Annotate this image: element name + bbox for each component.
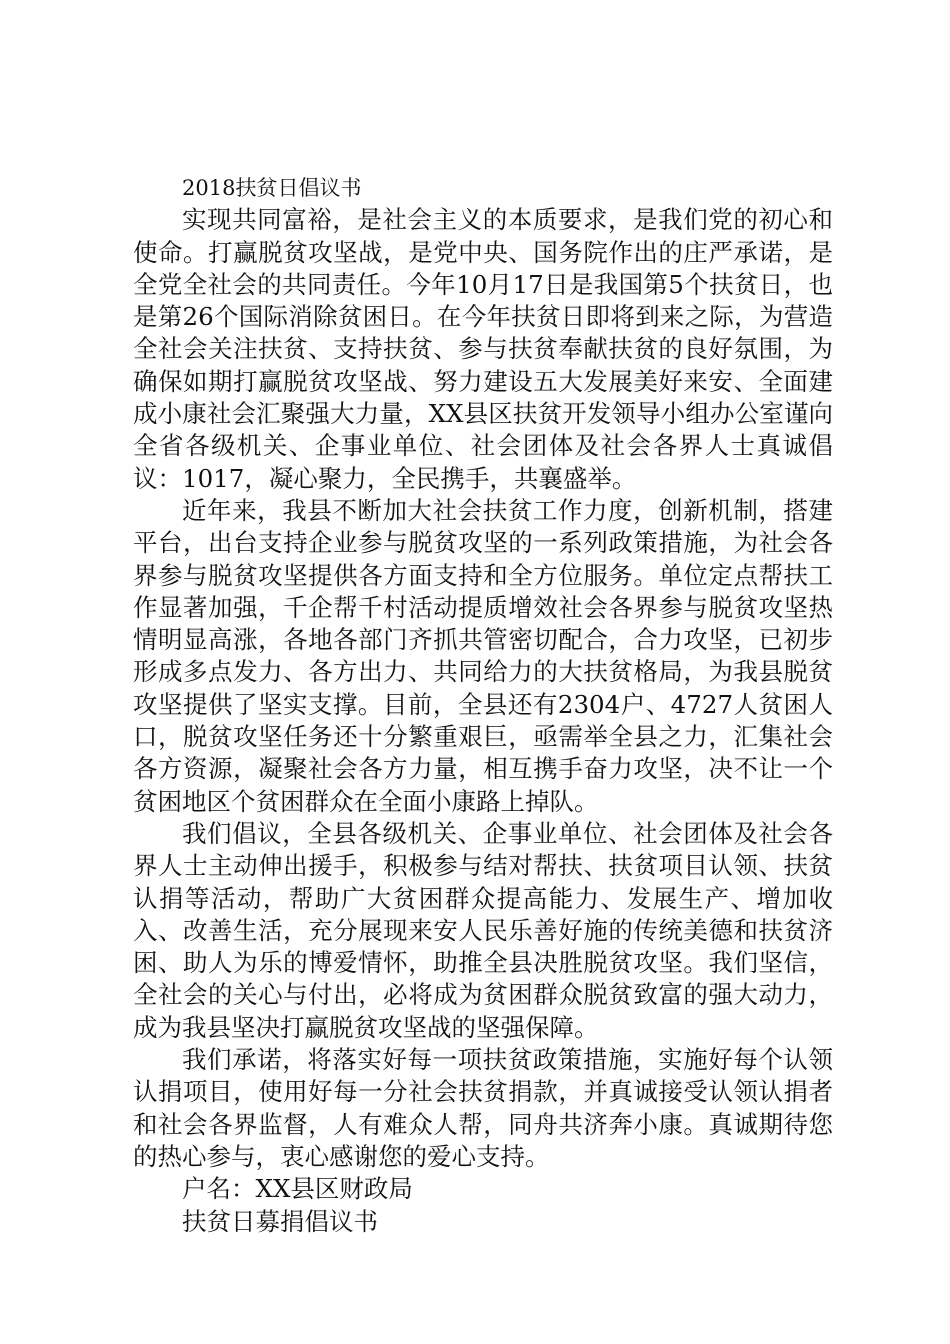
- document-title: 2018扶贫日倡议书: [182, 176, 362, 200]
- paragraph-intro: 实现共同富裕，是社会主义的本质要求，是我们党的初心和使命。打赢脱贫攻坚战，是党中央、国务院作出的庄严承诺，是全党全社会的共同责任。今年10月17日是我国第5个扶贫日，也是第26个国际消除贫困日。在今年扶贫日即将到来之际，为营造全社会关注扶贫、支持扶贫、参与扶贫奉献扶贫的良好氛围，为确保如期打赢脱贫攻坚战、努力建设五大发展美好来安、全面建成小康社会汇聚强大力量，XX县区扶贫开发领导小组办公室谨向全省各级机关、企事业单位、社会团体及社会各界人士真诚倡议：1017，凝心聚力，全民携手，共襄盛举。: [133, 205, 833, 493]
- document-page: [133, 172, 833, 1238]
- next-document-title: 扶贫日募捐倡议书: [182, 1206, 378, 1236]
- paragraph-proposal: 我们倡议，全县各级机关、企事业单位、社会团体及社会各界人士主动伸出援手，积极参与结对帮扶、扶贫项目认领、扶贫认捐等活动，帮助广大贫困群众提高能力、发展生产、增加收入、改善生活，充分展现来安人民乐善好施的传统美德和扶贫济困、助人为乐的博爱情怀，助推全县决胜脱贫攻坚。我们坚信，全社会的关心与付出，必将成为贫困群众脱贫致富的强大动力，成为我县坚决打赢脱贫攻坚战的坚强保障。: [133, 818, 833, 1042]
- paragraph-progress: 近年来，我县不断加大社会扶贫工作力度，创新机制，搭建平台，出台支持企业参与脱贫攻坚的一系列政策措施，为社会各界参与脱贫攻坚提供各方面支持和全方位服务。单位定点帮扶工作显著加强，千企帮千村活动提质增效社会各界参与脱贫攻坚热情明显高涨，各地各部门齐抓共管密切配合，合力攻坚，已初步形成多点发力、各方出力、共同给力的大扶贫格局，为我县脱贫攻坚提供了坚实支撑。目前，全县还有2304户、4727人贫困人口，脱贫攻坚任务还十分繁重艰巨，亟需举全县之力，汇集社会各方资源，凝聚社会各方力量，相互携手奋力攻坚，决不让一个贫困地区个贫困群众在全面小康路上掉队。: [133, 495, 833, 816]
- paragraph-promise: 我们承诺，将落实好每一项扶贫政策措施，实施好每个认领认捐项目，使用好每一分社会扶贫捐款，并真诚接受认领认捐者和社会各界监督，人有难众人帮，同舟共济奔小康。真诚期待您的热心参与，衷心感谢您的爱心支持。: [133, 1045, 833, 1171]
- account-name: 户名：XX县区财政局: [182, 1174, 413, 1204]
